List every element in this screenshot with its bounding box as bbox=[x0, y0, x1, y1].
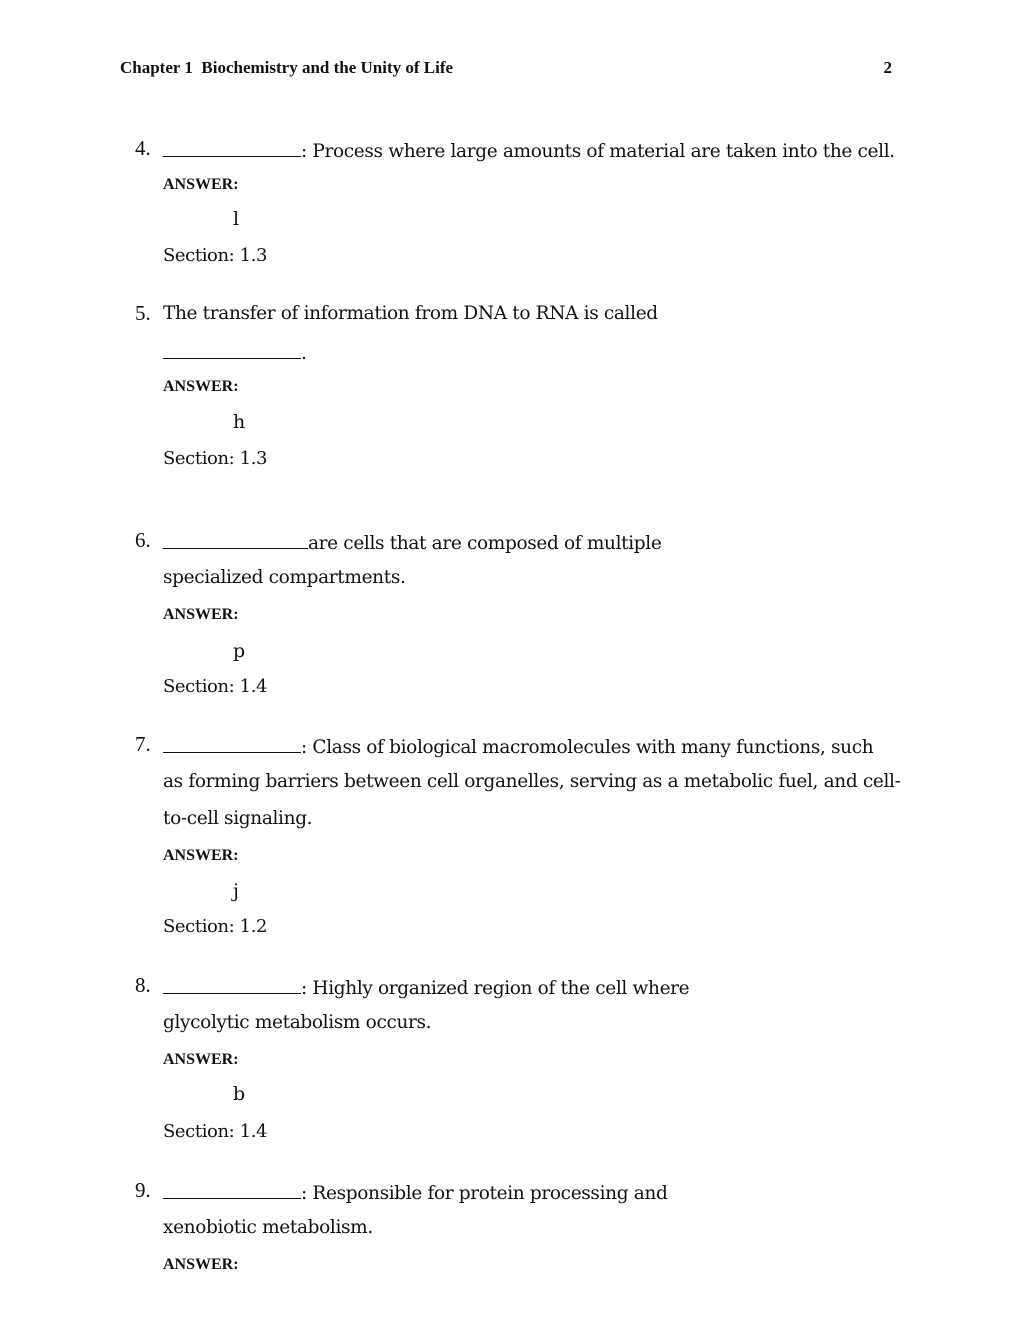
question-number: 5. bbox=[135, 301, 151, 325]
answer-value: p bbox=[233, 640, 246, 662]
question-text bbox=[163, 974, 689, 1001]
question-text-fragment: : Class of biological macromolecules with many functions, such bbox=[301, 737, 874, 758]
question-text-line2: xenobiotic metabolism. bbox=[163, 1217, 373, 1238]
answer-value: j bbox=[233, 880, 239, 902]
section-reference: Section: 1.4 bbox=[163, 676, 268, 697]
answer-blank bbox=[163, 137, 301, 157]
section-reference: Section: 1.3 bbox=[163, 245, 268, 266]
answer-label: ANSWER: bbox=[163, 378, 239, 395]
section-reference: Section: 1.2 bbox=[163, 916, 268, 937]
question-text bbox=[163, 733, 873, 760]
question-text-line2: specialized compartments. bbox=[163, 567, 406, 588]
question-number: 4. bbox=[135, 136, 151, 160]
question-text-fragment: : Highly organized region of the cell where bbox=[301, 978, 690, 999]
answer-blank bbox=[163, 339, 301, 359]
question-text-fragment: : Responsible for protein processing and bbox=[301, 1183, 668, 1204]
answer-value: l bbox=[233, 208, 240, 230]
question-number: 7. bbox=[135, 732, 151, 756]
answer-value: h bbox=[233, 411, 246, 433]
question-text-line2: as forming barriers between cell organelles, serving as a metabolic fuel, and cell- bbox=[163, 771, 901, 792]
question-number: 8. bbox=[135, 973, 151, 997]
question-text-fragment: are cells that are composed of multiple bbox=[308, 533, 662, 554]
answer-label: ANSWER: bbox=[163, 1256, 239, 1273]
answer-blank bbox=[163, 1179, 301, 1199]
question-text: The transfer of information from DNA to RNA is called bbox=[163, 303, 658, 324]
question-text-line2 bbox=[163, 339, 307, 366]
question-text bbox=[163, 1179, 667, 1206]
question-text-line2: glycolytic metabolism occurs. bbox=[163, 1012, 432, 1033]
question-text bbox=[163, 137, 895, 164]
section-reference: Section: 1.4 bbox=[163, 1121, 268, 1142]
page-number: 2 bbox=[883, 58, 892, 77]
answer-blank bbox=[163, 733, 301, 753]
question-number: 6. bbox=[135, 528, 151, 552]
section-reference: Section: 1.3 bbox=[163, 448, 268, 469]
question-text bbox=[163, 529, 661, 556]
question-text-line3: to-cell signaling. bbox=[163, 808, 313, 829]
page-header bbox=[120, 58, 892, 84]
answer-blank bbox=[163, 974, 301, 994]
answer-blank bbox=[163, 529, 308, 549]
answer-label: ANSWER: bbox=[163, 606, 239, 623]
answer-value: b bbox=[233, 1083, 246, 1105]
answer-label: ANSWER: bbox=[163, 847, 239, 864]
answer-label: ANSWER: bbox=[163, 1051, 239, 1068]
answer-label: ANSWER: bbox=[163, 176, 239, 193]
chapter-title: Chapter 1 Biochemistry and the Unity of Life bbox=[120, 58, 454, 77]
question-text-fragment: : Process where large amounts of material are taken into the cell. bbox=[301, 141, 895, 162]
question-text-fragment: . bbox=[301, 343, 307, 364]
question-number: 9. bbox=[135, 1178, 151, 1202]
